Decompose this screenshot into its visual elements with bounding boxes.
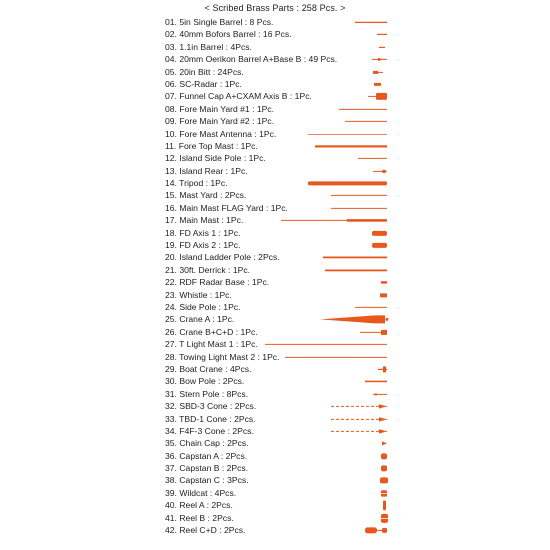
part-row xyxy=(165,462,550,474)
part-label: 02. 40mm Bofors Barrel : 16 Pcs. xyxy=(165,29,292,40)
part-row xyxy=(165,239,550,251)
part-row xyxy=(165,165,550,177)
part-label: 26. Crane B+C+D : 1Pc. xyxy=(165,326,258,337)
part-row xyxy=(165,413,550,425)
part-label: 41. Reel B : 2Pcs. xyxy=(165,512,234,523)
part-label: 32. SBD-3 Cone : 2Pcs. xyxy=(165,401,257,412)
part-label: 06. SC-Radar : 1Pc. xyxy=(165,78,242,89)
part-row xyxy=(165,115,550,127)
part-row xyxy=(165,103,550,115)
part-label: 14. Tripod : 1Pc. xyxy=(165,178,228,189)
part-row xyxy=(165,90,550,102)
part-row xyxy=(165,400,550,412)
part-label: 25. Crane A : 1Pc. xyxy=(165,314,235,325)
part-row xyxy=(165,450,550,462)
part-label: 19. FD Axis 2 : 1Pc. xyxy=(165,240,241,251)
part-label: 16. Main Mast FLAG Yard : 1Pc. xyxy=(165,202,288,213)
part-row xyxy=(165,177,550,189)
part-label: 24. Side Pole : 1Pc. xyxy=(165,301,241,312)
part-label: 17. Main Mast : 1Pc. xyxy=(165,215,244,226)
part-row xyxy=(165,41,550,53)
part-label: 01. 5in Single Barrel : 8 Pcs. xyxy=(165,17,274,27)
part-row xyxy=(165,351,550,363)
part-label: 21. 30ft. Derrick : 1Pc. xyxy=(165,264,251,275)
part-label: 18. FD Axis 1 : 1Pc. xyxy=(165,227,241,238)
part-label: 39. Wildcat : 4Pcs. xyxy=(165,487,237,498)
part-label: 38. Capstan C : 3Pcs. xyxy=(165,475,249,486)
part-label: 20. Island Ladder Pole : 2Pcs. xyxy=(165,252,280,263)
part-label: 42. Reel C+D : 2Pcs. xyxy=(165,525,246,536)
part-row xyxy=(165,338,550,350)
part-label: 07. Funnel Cap A+CXAM Axis B : 1Pc. xyxy=(165,91,312,102)
part-label: 03. 1.1in Barrel : 4Pcs. xyxy=(165,41,252,52)
part-label: 29. Boat Crane : 4Pcs. xyxy=(165,363,252,374)
part-label: 36. Capstan A : 2Pcs. xyxy=(165,450,248,461)
part-label: 37. Capstan B : 2Pcs. xyxy=(165,463,249,474)
part-row xyxy=(165,140,550,152)
part-label: 10. Fore Mast Antenna : 1Pc. xyxy=(165,128,277,139)
part-label: 27. T Light Mast 1 : 1Pc. xyxy=(165,339,258,350)
part-row xyxy=(165,363,550,375)
part-label: 11. Fore Top Mast : 1Pc. xyxy=(165,140,258,151)
parts-list xyxy=(165,16,550,536)
part-row xyxy=(165,437,550,449)
part-row xyxy=(165,152,550,164)
part-row xyxy=(165,487,550,499)
page-title: < Scribed Brass Parts : 258 Pcs. > xyxy=(204,3,346,13)
part-row xyxy=(165,313,550,325)
part-label: 12. Island Side Pole : 1Pc. xyxy=(165,153,266,164)
part-row xyxy=(165,28,550,40)
part-label: 35. Chain Cap : 2Pcs. xyxy=(165,438,249,449)
part-row xyxy=(165,66,550,78)
part-label: 31. Stern Pole : 8Pcs. xyxy=(165,388,249,399)
part-label: 15. Mast Yard : 2Pcs. xyxy=(165,190,247,201)
part-label: 34. F4F-3 Cone : 2Pcs. xyxy=(165,425,254,436)
part-row xyxy=(165,227,550,239)
part-row xyxy=(165,251,550,263)
part-row xyxy=(165,202,550,214)
part-row xyxy=(165,128,550,140)
part-label: 30. Bow Pole : 2Pcs. xyxy=(165,376,245,387)
part-row xyxy=(165,375,550,387)
part-row xyxy=(165,499,550,511)
part-row xyxy=(165,264,550,276)
part-row xyxy=(165,524,550,536)
part-row xyxy=(165,289,550,301)
part-label: 22. RDF Radar Base : 1Pc. xyxy=(165,277,270,288)
part-row xyxy=(165,53,550,65)
part-label: 33. TBD-1 Cone : 2Pcs. xyxy=(165,413,256,424)
part-label: 40. Reel A : 2Pcs. xyxy=(165,500,233,511)
part-row xyxy=(165,214,550,226)
part-label: 08. Fore Main Yard #1 : 1Pc. xyxy=(165,103,275,114)
part-label: 05. 20in Bitt : 24Pcs. xyxy=(165,66,244,77)
part-row xyxy=(165,388,550,400)
part-label: 13. Island Rear : 1Pc. xyxy=(165,165,248,176)
part-row xyxy=(165,512,550,524)
part-row xyxy=(165,276,550,288)
part-label: 04. 20mm Oerikon Barrel A+Base B : 49 Pcs. xyxy=(165,54,338,65)
part-label: 28. Towing Light Mast 2 : 1Pc. xyxy=(165,351,280,362)
part-row xyxy=(165,301,550,313)
part-row xyxy=(165,189,550,201)
part-row xyxy=(165,425,550,437)
part-row xyxy=(165,326,550,338)
part-row xyxy=(165,78,550,90)
part-row xyxy=(165,474,550,486)
part-label: 09. Fore Main Yard #2 : 1Pc. xyxy=(165,116,275,127)
part-row xyxy=(165,16,550,28)
part-label: 23. Whistle : 1Pc. xyxy=(165,289,232,300)
